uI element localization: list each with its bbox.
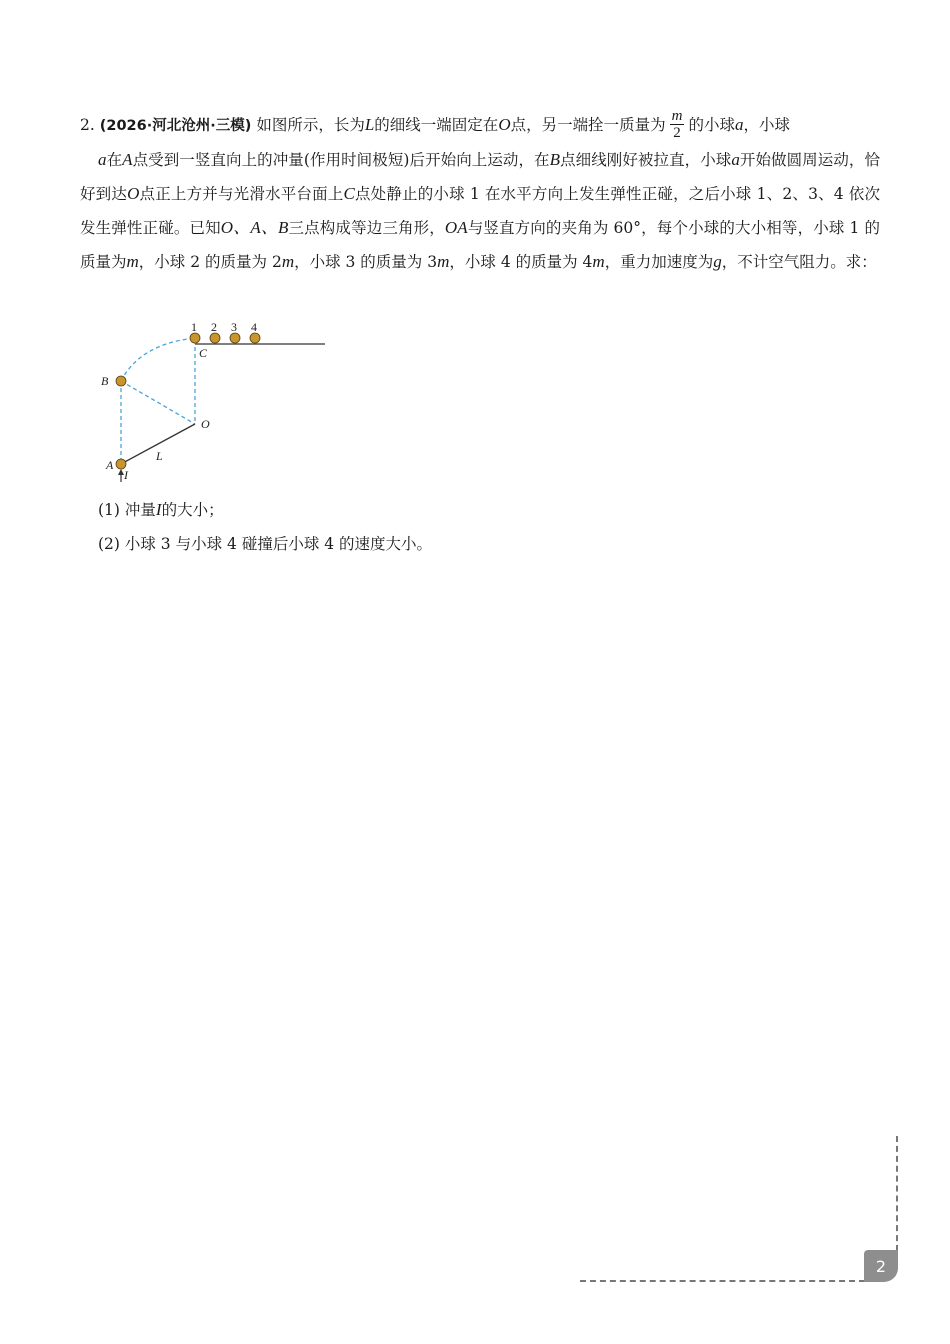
var-OA: OA [444, 218, 468, 237]
label-b: B [101, 374, 109, 388]
ball-2 [210, 333, 220, 343]
text-seg: ，小球 3 的质量为 3 [294, 253, 438, 271]
var-B: B [549, 150, 561, 169]
text-seg: 点，另一端拴一质量为 [510, 116, 666, 134]
var-g: g [713, 252, 722, 271]
arc-path [121, 338, 195, 381]
ball-label-4: 4 [251, 320, 257, 334]
ball-label-3: 3 [231, 320, 237, 334]
corner-dashed-horizontal [580, 1280, 865, 1282]
fraction-denominator: 2 [673, 124, 681, 141]
label-c: C [199, 346, 208, 360]
text-seg: ，重力加速度为 [604, 253, 714, 271]
text-seg: 开始做圆周运动，恰好到达 [80, 151, 880, 203]
var-m: m [281, 252, 295, 271]
var-m: m [592, 252, 605, 271]
label-l: L [156, 449, 163, 463]
text-seg: 点受到一竖直向上的冲量(作用时间极短)后开始向上运动，在 [132, 151, 550, 169]
var-O: O [498, 115, 511, 134]
label-a: A [106, 458, 114, 472]
text-seg: 与竖直方向的夹角为 60°，每个小球的大小相等，小球 1 的质量为 [80, 219, 880, 271]
ball-3 [230, 333, 240, 343]
text-seg: 的小球 [688, 116, 735, 134]
var-OAB: O、A、B [220, 218, 289, 237]
ball-at-b [116, 376, 126, 386]
var-L: L [364, 115, 375, 134]
fraction-numerator: m [671, 107, 683, 124]
label-i: I [124, 468, 128, 482]
var-m: m [126, 252, 139, 271]
var-a: a [731, 150, 740, 169]
ball-1 [190, 333, 200, 343]
ball-4 [250, 333, 260, 343]
question-1-prefix: (1) 冲量 [98, 501, 156, 519]
text-seg: 如图所示，长为 [256, 116, 365, 134]
text-seg: ，小球 [743, 116, 790, 134]
problem-number: 2. [80, 116, 95, 134]
var-m: m [437, 252, 450, 271]
ball-label-1: 1 [191, 320, 197, 334]
var-a: a [734, 115, 744, 134]
text-seg: 点处静止的小球 1 在水平方向上发生弹性正碰，之后小球 1、2、3、4 依次发生弹性正碰。已知 [80, 185, 880, 237]
var-C: C [343, 184, 355, 203]
text-seg: 三点构成等边三角形， [288, 219, 445, 237]
var-O: O [127, 184, 140, 203]
text-seg: ，小球 2 的质量为 2 [138, 253, 282, 271]
corner-dashed-vertical [896, 1136, 898, 1251]
var-I: I [155, 500, 162, 519]
text-seg: 的细线一端固定在 [374, 116, 499, 134]
text-seg: ，小球 4 的质量为 4 [449, 253, 593, 271]
text-seg: 点细线刚好被拉直，小球 [560, 151, 732, 169]
text-seg: 点正上方并与光滑水平台面上 [139, 185, 344, 203]
var-a: a [98, 150, 107, 169]
dash-bo [121, 381, 195, 424]
label-o: O [201, 417, 210, 431]
problem-source: (2026·河北沧州·三模) [99, 118, 252, 134]
fraction-m-over-2 [670, 108, 685, 141]
question-1-suffix: 的大小； [161, 501, 224, 519]
text-seg: 在 [106, 151, 123, 169]
problem-text [80, 108, 880, 279]
ball-label-2: 2 [211, 320, 217, 334]
question-2: (2) 小球 3 与小球 4 碰撞后小球 4 的速度大小。 [98, 535, 433, 553]
var-A: A [122, 150, 133, 169]
pendulum-diagram [95, 318, 335, 488]
text-seg: ，不计空气阻力。求： [721, 253, 877, 271]
page-number: 2 [864, 1250, 898, 1282]
question-1 [98, 498, 224, 520]
